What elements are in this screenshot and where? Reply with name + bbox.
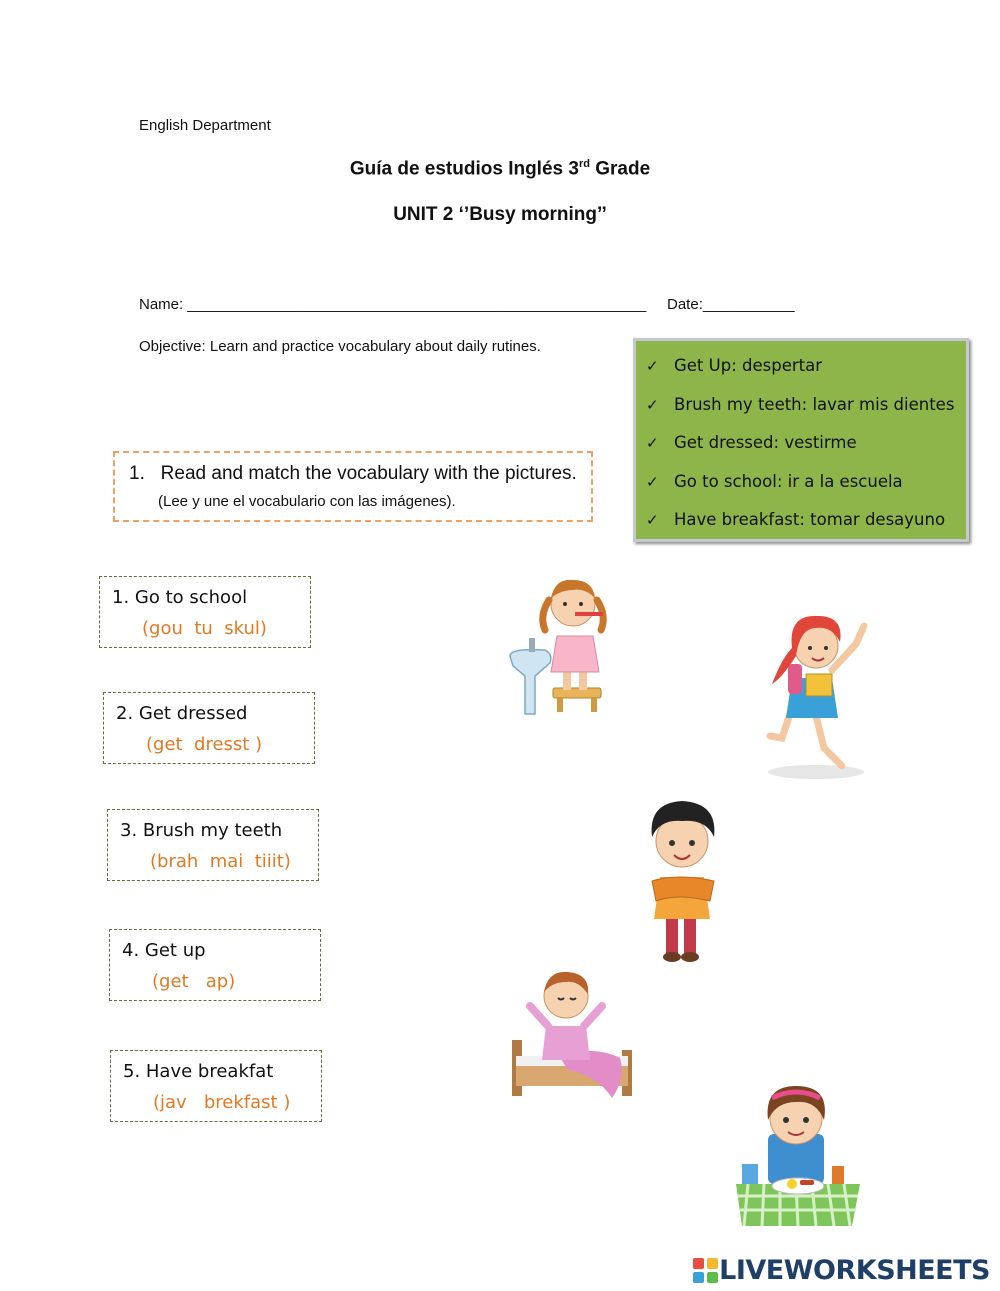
vocab-item: ✓ Get Up: despertar — [646, 347, 956, 386]
instruction-main: 1. Read and match the vocabulary with the pictures. — [129, 463, 577, 484]
liveworksheets-logo-icon — [693, 1258, 719, 1284]
checkmark-icon: ✓ — [646, 434, 659, 452]
match-pronunciation: (jav brekfast ) — [153, 1092, 291, 1113]
vocab-item: ✓ Go to school: ir a la escuela — [646, 463, 956, 502]
vocabulary-box — [633, 338, 969, 542]
page-title: Guía de estudios Inglés 3rd Grade — [349, 158, 651, 180]
match-pronunciation: (get dresst ) — [146, 734, 263, 755]
checkmark-icon: ✓ — [646, 511, 659, 529]
match-pronunciation: (gou tu skul) — [142, 618, 267, 639]
match-item-get-dressed[interactable] — [103, 692, 315, 764]
match-word: 2. Get dressed — [116, 703, 248, 724]
match-pronunciation: (get ap) — [152, 971, 236, 992]
girl-brushing-teeth-illustration[interactable] — [505, 568, 615, 720]
girl-going-to-school-illustration[interactable] — [752, 608, 872, 780]
instruction-sub: (Lee y une el vocabulario con las imágenes). — [158, 493, 456, 510]
match-item-go-to-school[interactable] — [99, 576, 311, 648]
match-word: 3. Brush my teeth — [120, 820, 283, 841]
girl-getting-up-illustration[interactable] — [508, 966, 634, 1100]
checkmark-icon: ✓ — [646, 395, 659, 414]
objective-text: Objective: Learn and practice vocabulary about daily rutines. — [139, 338, 541, 355]
unit-title: UNIT 2 ‘’Busy morning’’ — [393, 204, 607, 225]
checkmark-icon: ✓ — [646, 357, 659, 375]
match-item-brush-teeth[interactable] — [107, 809, 319, 881]
checkmark-icon: ✓ — [646, 472, 659, 491]
match-item-get-up[interactable] — [109, 929, 321, 1001]
instruction-box — [113, 451, 593, 522]
girl-having-breakfast-illustration[interactable] — [734, 1080, 862, 1228]
match-word: 4. Get up — [122, 940, 206, 961]
boy-getting-dressed-illustration[interactable] — [638, 797, 728, 967]
name-date-line: Name: _______________________________________________________ Date:___________ — [139, 296, 795, 313]
logo-text: LIVEWORKSHEETS — [719, 1255, 990, 1286]
match-pronunciation: (brah mai tiiit) — [150, 851, 291, 872]
liveworksheets-logo — [693, 1255, 990, 1286]
vocab-item: ✓ Brush my teeth: lavar mis dientes — [646, 386, 956, 425]
match-word: 5. Have breakfat — [123, 1061, 274, 1082]
vocab-item: ✓ Get dressed: vestirme — [646, 424, 956, 463]
match-item-have-breakfast[interactable] — [110, 1050, 322, 1122]
vocab-item: ✓ Have breakfast: tomar desayuno — [646, 501, 956, 540]
department-label: English Department — [139, 117, 271, 134]
match-word: 1. Go to school — [112, 587, 248, 608]
